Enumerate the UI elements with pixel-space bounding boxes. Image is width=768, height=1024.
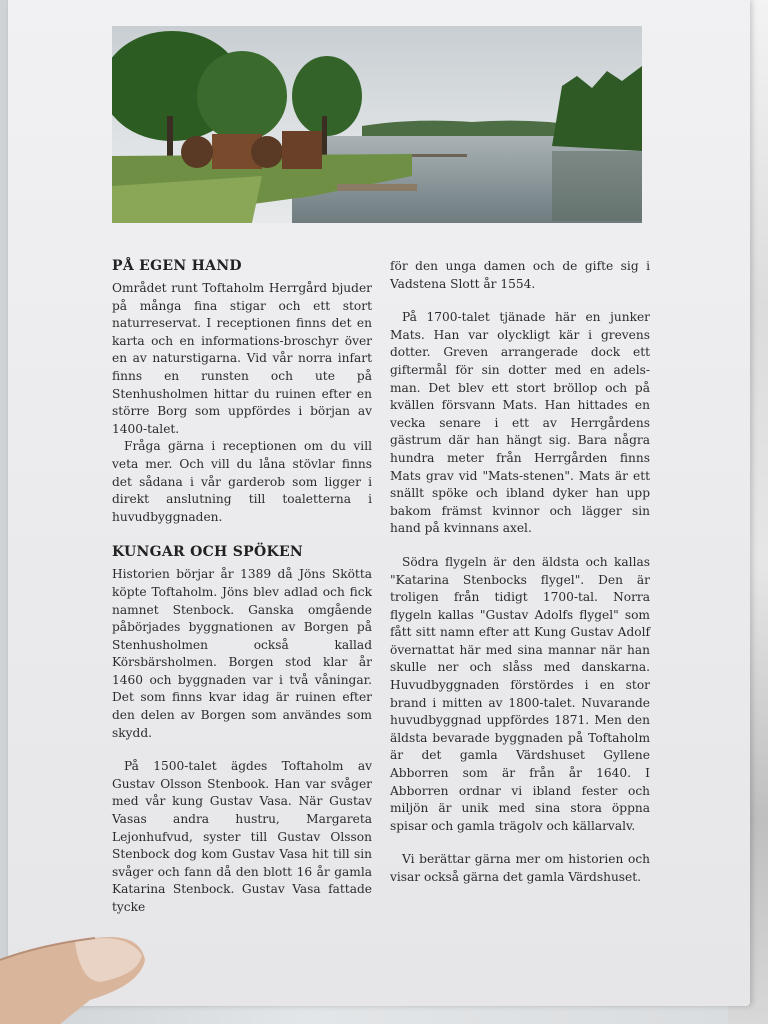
lake-photo	[112, 26, 642, 223]
paragraph: Fråga gärna i receptionen om du vill veta mer. Och vill du låna stövlar finns det sådana i vår garderob som ligger i direkt anslutning till toaletterna i huvudbyggnaden.	[112, 439, 372, 524]
paragraph: för den unga damen och de gifte sig i Vadstena Slott år 1554.	[390, 259, 650, 291]
section-heading-kings-and-ghosts: KUNGAR OCH SPÖKEN	[112, 544, 304, 561]
paragraph: Södra flygeln är den äldsta och kallas "Katarina Stenbocks flygel". Den är troligen från tidigt 1700-tal. Norra flygeln kallas "Gustav Adolfs flygel" som fått sitt namn efter att Kung Gustav Adolf övernattat här med sina mannar när han skulle ner och slåss med danskarna. Huvudbyggnaden förstördes i en stor brand i mitten av 1800-talet. Nuvarande huvudbyggnad uppfördes 1871. Men den äldsta bevarade byggnaden på Toftaholm är det gamla Värdshuset Gyllene Abborren som är från år 1640. I Abborren ordnar vi ibland fester och miljön är unik med sina stora öppna spisar och gamla trägolv och källarvalv.	[390, 554, 650, 833]
left-column	[112, 258, 372, 917]
paragraph: På 1700-talet tjänade här en junker Mats. Han var olyckligt kär i grevens dotter. Greven arrangerade dock ett giftermål för sin dotter med en adels-man. Det blev ett stort bröllop och på kvällen försvann Mats. Han hittades en vecka senare i ett av Herrgårdens gästrum där han hängt sig. Bara några hundra meter från Herrgården finns Mats grav vid "Mats-stenen". Mats är ett snällt spöke och ibland dyker han upp bakom främst kvinnor och lägger sin hand på kvinnans axel.	[390, 310, 650, 536]
paragraph: På 1500-talet ägdes Toftaholm av Gustav Olsson Stenbook. Han var svåger med vår kung Gustav Vasa. När Gustav Vasas andra hustru, Margareta Lejonhufvud, syster till Gustav Olsson Stenbock dog kom Gustav Vasa hit till sin svåger och fann då den blott 16 år gamla Katarina Stenbock. Gustav Vasa fattade tycke	[112, 759, 372, 914]
paragraph: Historien börjar år 1389 då Jöns Skötta köpte Toftaholm. Jöns blev adlad och fick namnet Stenbock. Ganska omgående påbörjades byggnationen av Borgen på Stenhusholmen också kallad Körsbärsholmen. Borgen stod klar år 1460 och byggnaden var i två våningar. Det som finns kvar idag är ruinen efter den delen av Borgen som användes som skydd.	[112, 567, 372, 740]
paragraph: Området runt Toftaholm Herrgård bjuder på många fina stigar och ett stort naturreservat. I receptionen finns det en karta och en informations-broschyr över en av naturstigarna. Vid vår norra infart finns en runsten och ute på Stenhusholmen hittar du ruinen efter en större Borg som uppfördes i början av 1400-talet.	[112, 281, 372, 436]
right-column	[390, 258, 650, 887]
paragraph: Vi berättar gärna mer om historien och visar också gärna det gamla Värdshuset.	[390, 852, 650, 884]
section-heading-on-your-own: PÅ EGEN HAND	[112, 258, 242, 274]
holding-hand	[0, 930, 150, 1024]
